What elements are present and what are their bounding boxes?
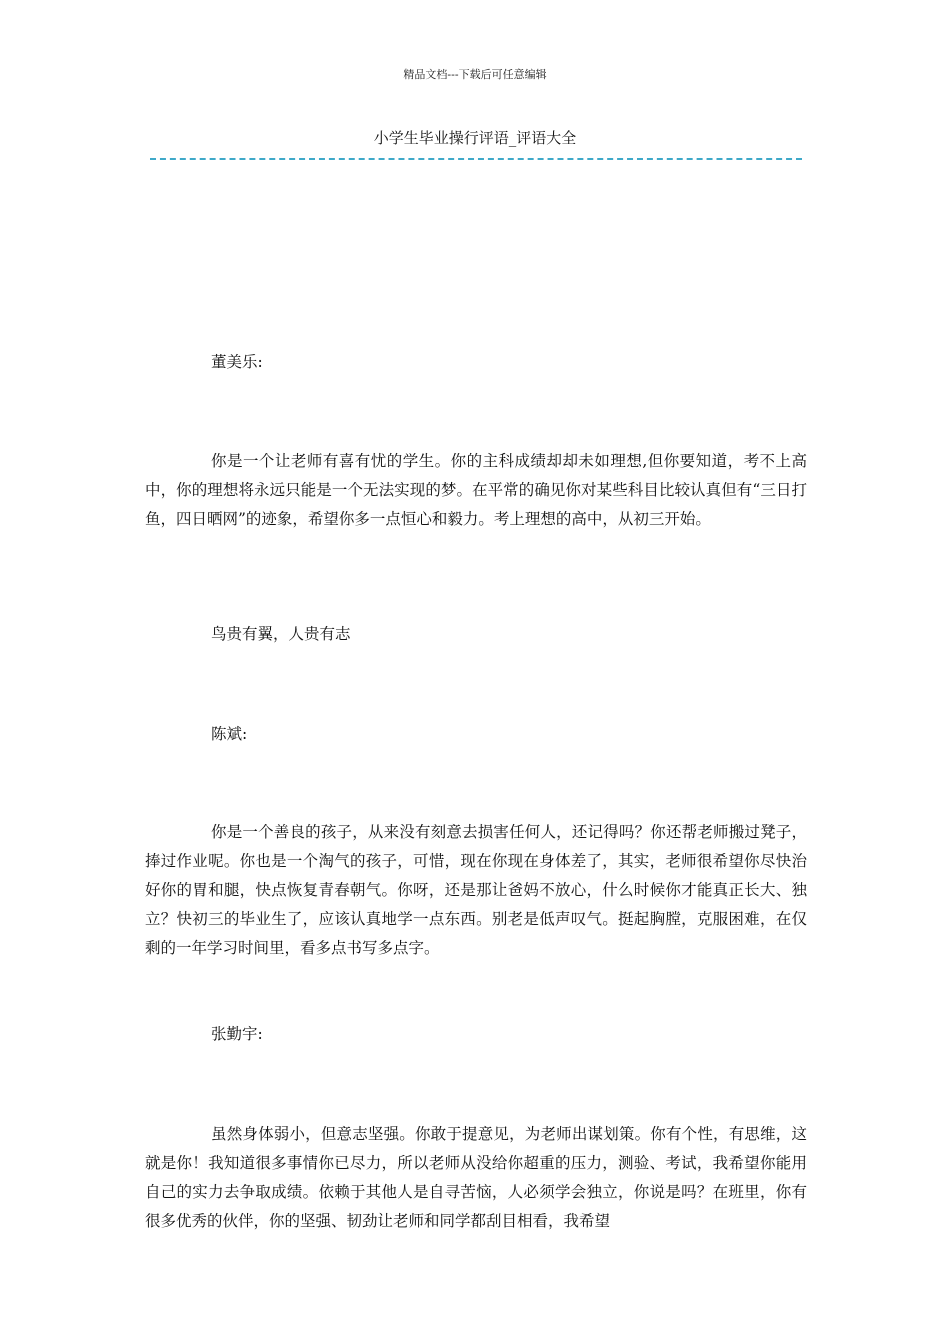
document-title: 小学生毕业操行评语_评语大全 (373, 129, 577, 147)
title-divider (150, 158, 802, 160)
comment-paragraph: 你是一个让老师有喜有忧的学生。你的主科成绩却却未如理想,但你要知道，考不上高中，你的理想将永远只能是一个无法实现的梦。在平常的确见你对某些科目比较认真但有“三日打鱼，四日晒网”的迹象，希望你多一点恒心和毅力。考上理想的高中，从初三开始。 (145, 452, 807, 528)
student-name: 陈斌: (211, 725, 248, 743)
student-name: 张勤宇: (211, 1025, 263, 1043)
student-name: 董美乐: (211, 353, 263, 371)
comment-paragraph: 虽然身体弱小，但意志坚强。你敢于提意见，为老师出谋划策。你有个性，有思维，这就是你！我知道很多事情你已尽力，所以老师从没给你超重的压力，测验、考试，我希望你能用自己的实力去争取成绩。依赖于其他人是自寻苦恼，人必须学会独立，你说是吗？在班里，你有很多优秀的伙伴，你的坚强、韧劲让老师和同学都刮目相看，我希望 (145, 1125, 807, 1230)
motto: 鸟贵有翼，人贵有志 (211, 625, 351, 643)
header-note: 精品文档---下载后可任意编辑 (403, 68, 547, 81)
comment-paragraph: 你是一个善良的孩子，从来没有刻意去损害任何人，还记得吗？你还帮老师搬过凳子，捧过作业呢。你也是一个淘气的孩子，可惜，现在你现在身体差了，其实，老师很希望你尽快治好你的胃和腿，快点恢复青春朝气。你呀，还是那让爸妈不放心，什么时候你才能真正长大、独立？快初三的毕业生了，应该认真地学一点东西。别老是低声叹气。挺起胸膛，克服困难，在仅剩的一年学习时间里，看多点书写多点字。 (145, 823, 807, 957)
